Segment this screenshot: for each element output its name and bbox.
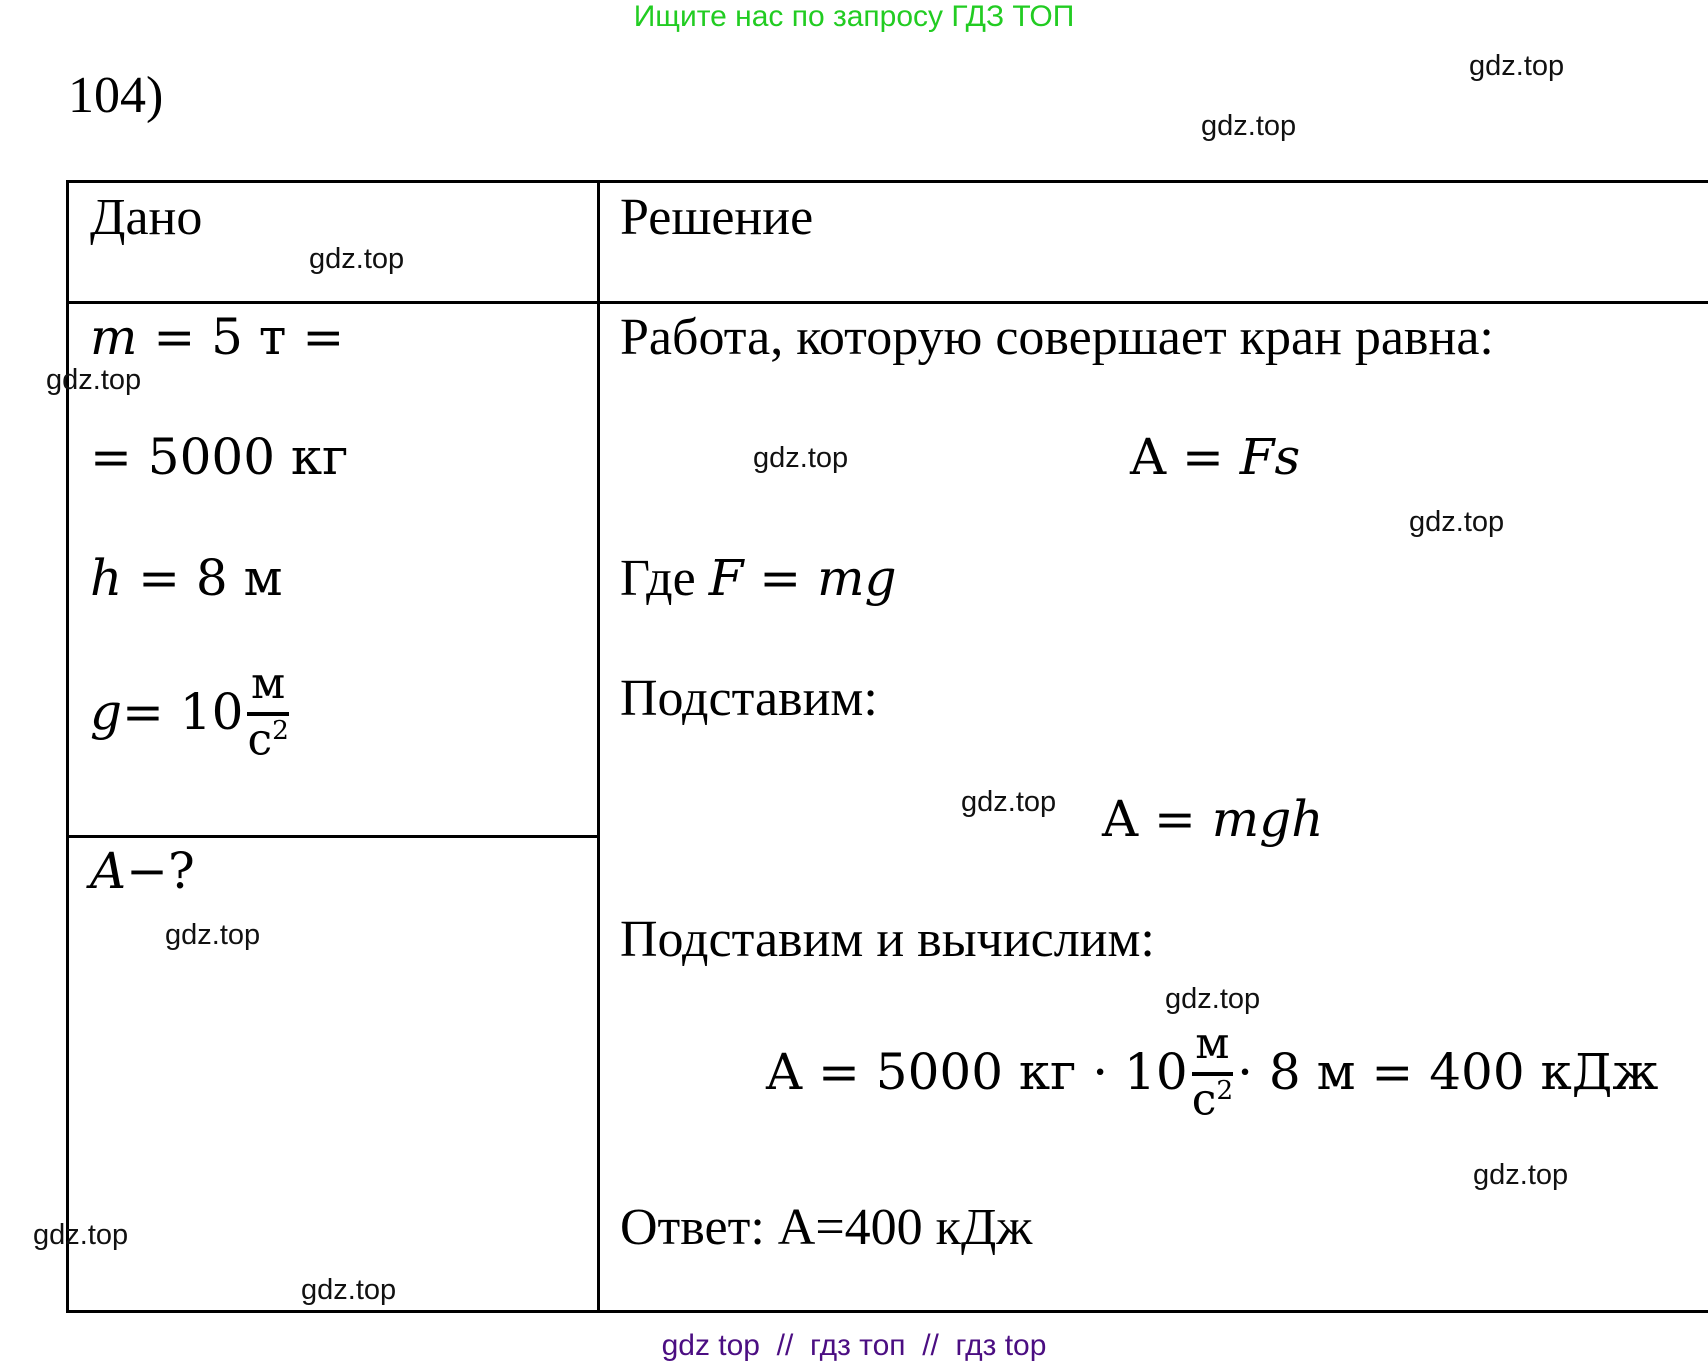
var-g: g <box>90 683 123 742</box>
height-value: = 8 м <box>122 549 283 607</box>
unit-denominator: $с^2$ <box>1191 1074 1234 1126</box>
answer: Ответ: A=400 кДж <box>620 1199 1033 1256</box>
var-h: h <box>90 549 123 607</box>
given-height <box>90 549 282 607</box>
table-header-divider <box>67 301 1708 304</box>
substitute-compute-label: Подставим и вычислим: <box>620 911 1155 968</box>
find-work <box>90 842 195 900</box>
formula-lhs: A = <box>1102 790 1212 848</box>
column-divider <box>597 180 600 1313</box>
table-bottom-border <box>67 1310 1708 1313</box>
watermark: gdz.top <box>309 243 405 275</box>
unit-numerator: м <box>1195 1018 1230 1069</box>
calc-unit-fraction <box>1191 1018 1234 1126</box>
var-f: F <box>708 549 744 607</box>
find-question: −? <box>126 842 195 900</box>
where-label: Где <box>620 550 709 607</box>
given-mass-line2: = 5000 кг <box>90 428 349 486</box>
unit-numerator: м <box>251 658 286 709</box>
var-a: A <box>90 842 127 900</box>
solution-header: Решение <box>620 189 814 246</box>
watermark: gdz.top <box>301 1274 397 1306</box>
watermark: gdz.top <box>1165 983 1261 1015</box>
gravity-unit-fraction <box>247 658 289 766</box>
given-mass-line1 <box>90 308 344 366</box>
calculation <box>766 1018 1659 1126</box>
table-top-border <box>67 180 1708 183</box>
formula-force <box>620 549 897 608</box>
watermark: gdz.top <box>1469 50 1565 82</box>
watermark: gdz.top <box>46 364 142 396</box>
watermark: gdz.top <box>33 1219 129 1251</box>
watermark: gdz.top <box>753 442 849 474</box>
watermark: gdz.top <box>165 919 261 951</box>
equals-sign: = <box>743 549 818 607</box>
gravity-value: = 10 <box>122 683 244 742</box>
given-find-divider <box>67 835 599 838</box>
calc-part1: A = 5000 кг · 10 <box>766 1043 1188 1102</box>
watermark: gdz.top <box>1409 506 1505 538</box>
given-gravity <box>90 658 293 766</box>
substitute-label: Подставим: <box>620 670 878 727</box>
var-m: m <box>90 308 138 366</box>
unit-denominator: $с^2$ <box>247 714 289 766</box>
solution-intro: Работа, которую совершает кран равна: <box>620 309 1494 366</box>
watermark: gdz.top <box>1201 110 1297 142</box>
mass-tonnes: = 5 т = <box>137 308 345 366</box>
formula-work-mgh <box>1102 790 1323 848</box>
formula-rhs: Fs <box>1239 428 1301 486</box>
formula-rhs: mgh <box>1211 790 1324 848</box>
var-mg: mg <box>817 549 897 607</box>
footer-watermark: gdz top // гдз топ // гдз top <box>661 1329 1047 1362</box>
watermark: gdz.top <box>1473 1159 1569 1191</box>
calc-part2: · 8 м = 400 кДж <box>1237 1043 1659 1102</box>
search-banner: Ищите нас по запросу ГДЗ ТОП <box>633 0 1075 33</box>
formula-work-fs <box>1130 428 1300 486</box>
given-header: Дано <box>90 189 203 246</box>
watermark: gdz.top <box>961 786 1057 818</box>
formula-lhs: A = <box>1130 428 1240 486</box>
table-left-border <box>66 180 69 1313</box>
problem-number: 104) <box>68 67 164 124</box>
